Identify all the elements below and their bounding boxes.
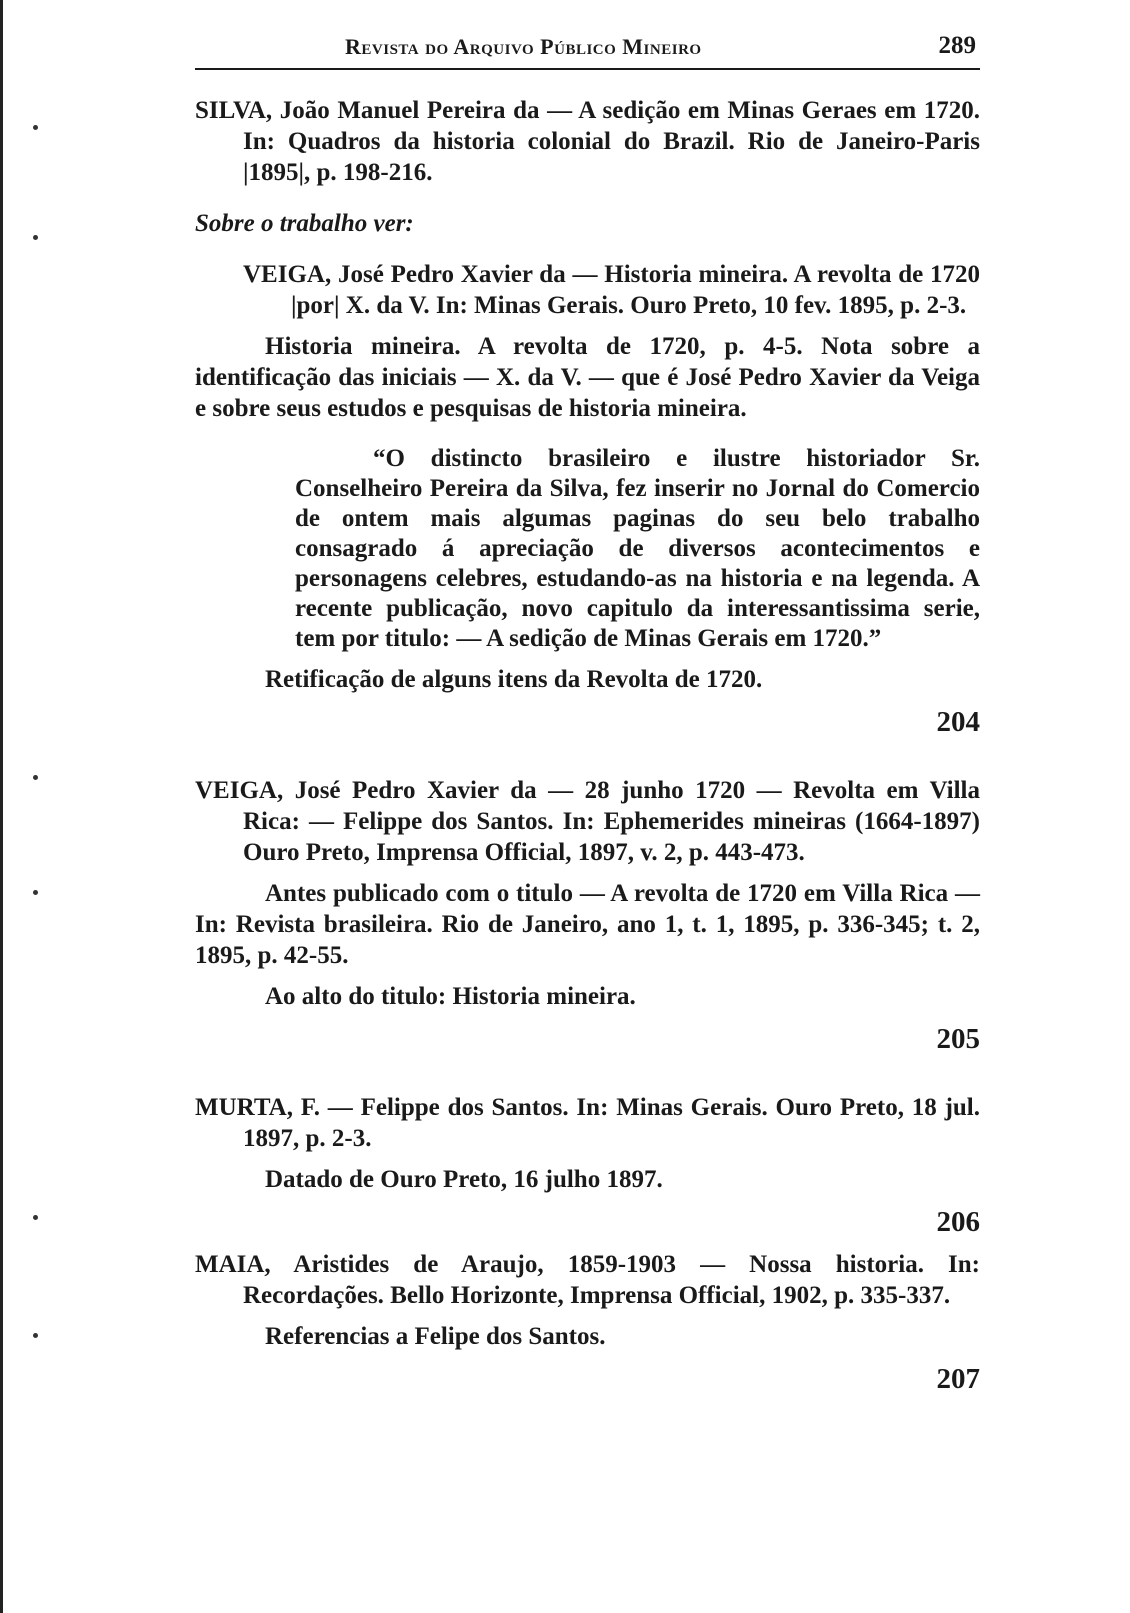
page-edge-shadow (0, 0, 3, 1613)
entry-citation-murta: MURTA, F. — Felippe dos Santos. In: Minas Gerais. Ouro Preto, 18 jul. 1897, p. 2-3. (195, 1094, 980, 1152)
bibliography-body (195, 95, 980, 1396)
sub-citation-veiga: VEIGA, José Pedro Xavier da — Historia mineira. A revolta de 1720 |por| X. da V. In: Minas Gerais. Ouro Preto, 10 fev. 1895, p. 2-3. (243, 261, 980, 319)
entry-number-205: 205 (936, 1023, 980, 1055)
running-header (195, 28, 980, 70)
scan-speck (33, 125, 38, 130)
scan-speck (33, 890, 38, 895)
entry-note: Ao alto do titulo: Historia mineira. (265, 983, 636, 1010)
quoted-passage: “O distincto brasileiro e ilustre historiador Sr. Conselheiro Pereira da Silva, fez inserir no Jornal do Comercio de ontem mais algumas paginas do seu belo trabalho consagrado á apreciação de diversos acontecimentos e personagens celebres, estudando-as na historia e na legenda. A recente publicação, novo capitulo da interessantissima serie, tem por titulo: — A sedição de Minas Gerais em 1720.” (295, 445, 980, 652)
scan-speck (33, 775, 38, 780)
see-also-label: Sobre o trabalho ver: (195, 210, 414, 237)
entry-citation-veiga: VEIGA, José Pedro Xavier da — 28 junho 1720 — Revolta em Villa Rica: — Felippe dos Santos. In: Ephemerides mineiras (1664-1897) Ouro Preto, Imprensa Official, 1897, v. 2, p. 443-473. (195, 777, 980, 866)
scan-speck (33, 1333, 38, 1338)
entry-number-204: 204 (936, 706, 980, 738)
page-number: 289 (938, 32, 976, 59)
running-title: Revista do Arquivo Público Mineiro (345, 34, 702, 59)
entry-note: Referencias a Felipe dos Santos. (265, 1323, 606, 1350)
scan-speck (33, 1215, 38, 1220)
entry-number-207: 207 (936, 1363, 980, 1395)
entry-citation-maia: MAIA, Aristides de Araujo, 1859-1903 — Nossa historia. In: Recordações. Bello Horizonte, Imprensa Official, 1902, p. 335-337. (195, 1251, 980, 1309)
entry-note: Antes publicado com o titulo — A revolta de 1720 em Villa Rica — In: Revista brasileira. Rio de Janeiro, ano 1, t. 1, 1895, p. 336-345; t. 2, 1895, p. 42-55. (195, 880, 980, 969)
entry-note: Datado de Ouro Preto, 16 julho 1897. (265, 1166, 663, 1193)
entry-citation-silva: SILVA, João Manuel Pereira da — A sedição em Minas Geraes em 1720. In: Quadros da historia colonial do Brazil. Rio de Janeiro-Paris |1895|, p. 198-216. (195, 97, 980, 186)
scan-speck (33, 235, 38, 240)
entry-number-206: 206 (936, 1206, 980, 1238)
entry-note: Historia mineira. A revolta de 1720, p. 4-5. Nota sobre a identificação das iniciais — X. da V. — que é José Pedro Xavier da Veiga e sobre seus estudos e pesquisas de historia mineira. (195, 333, 980, 422)
entry-note: Retificação de alguns itens da Revolta de 1720. (265, 666, 763, 693)
